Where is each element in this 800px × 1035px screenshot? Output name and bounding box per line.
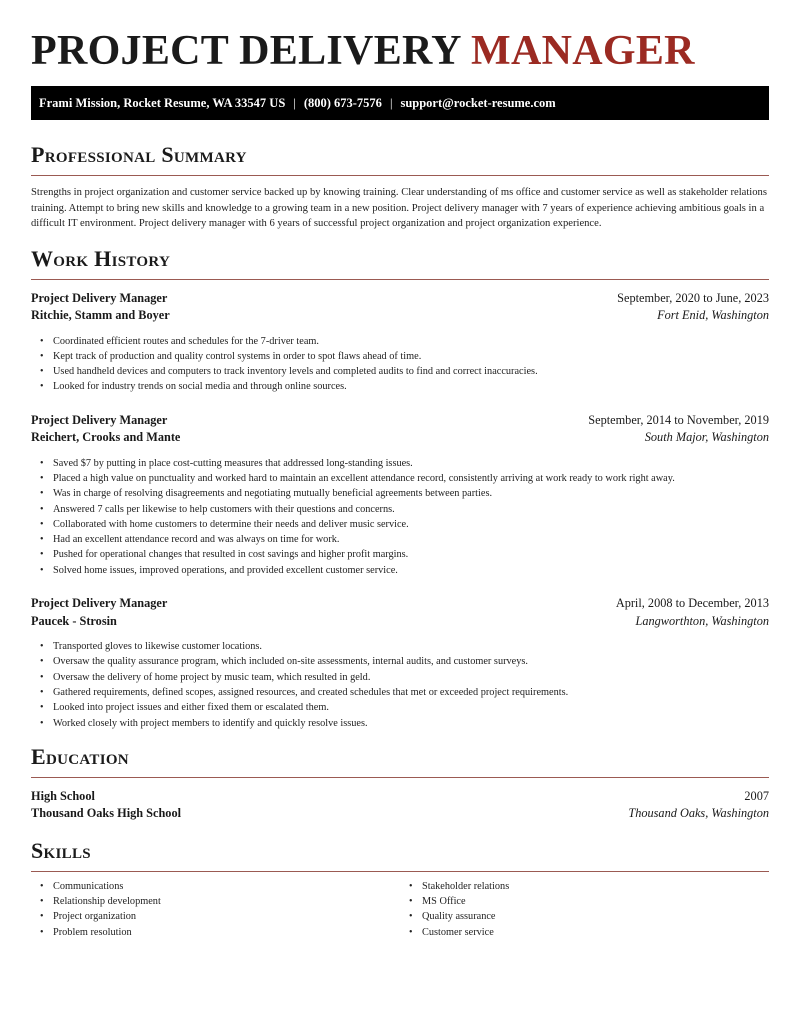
skill-item: • Relationship development [53,894,400,909]
job-entry [31,290,769,395]
job-title: Project Delivery Manager [31,412,168,427]
education-heading: Education [31,743,129,769]
section-divider [31,777,769,778]
list-item: • Kept track of production and quality control systems in order to spot flaws ahead of time. [53,349,769,364]
list-item: • Looked into project issues and either fixed them or escalated them. [53,700,769,715]
education-degree: High School [31,788,95,803]
section-divider [31,871,769,872]
list-item: • Saved $7 by putting in place cost-cutting measures that addressed long-standing issues. [53,456,769,471]
skill-item: • MS Office [422,894,769,909]
job-title: Project Delivery Manager [31,596,168,611]
job-entry [31,595,769,731]
skills-column-left [31,879,400,940]
resume-name [31,0,769,75]
job-bullet-list [31,334,769,395]
skill-item: • Project organization [53,909,400,924]
name-main: PROJECT DELIVERY [31,28,461,74]
job-bullet-list [31,456,769,578]
job-company: Paucek - Strosin [31,613,117,628]
skills-grid [31,879,769,940]
contact-bar [31,86,769,120]
section-divider [31,175,769,176]
skill-item: • Customer service [422,925,769,940]
job-location: Langworthton, Washington [635,613,769,628]
contact-separator: | [389,95,393,110]
list-item: • Worked closely with project members to identify and quickly resolve issues. [53,716,769,731]
list-item: • Coordinated efficient routes and schedules for the 7-driver team. [53,334,769,349]
job-list [31,290,769,731]
job-location: South Major, Washington [644,430,769,445]
name-accent: MANAGER [471,28,695,74]
list-item: • Looked for industry trends on social media and through online sources. [53,379,769,394]
job-bullet-list [31,639,769,731]
summary-text: Strengths in project organization and customer service backed up by knowing training. Clear understanding of ms office and customer service as well as stakeholder relations training. Attempt to bring new skills and knowledge to a growing team in a new position. Project delivery manager with 7 years of experience achieving ambitious goals in a difficult IT environment. Project delivery manager with 6 years of successful project organization and project organization experience. [31,187,767,229]
contact-email[interactable]: support@rocket-resume.com [400,95,556,110]
job-entry [31,412,769,578]
list-item: • Transported gloves to likewise customer locations. [53,639,769,654]
skill-item: • Communications [53,879,400,894]
list-item: • Used handheld devices and computers to track inventory levels and completed audits to find and correct inaccuracies. [53,364,769,379]
job-dates: April, 2008 to December, 2013 [615,596,769,611]
list-item: • Pushed for operational changes that resulted in cost savings and higher profit margins. [53,547,769,562]
contact-separator: | [293,95,296,110]
work-history-heading: Work History [31,245,171,271]
list-item: • Answered 7 calls per likewise to help customers with their questions and concerns. [53,502,769,517]
summary-heading: Professional Summary [31,142,247,167]
job-dates: September, 2020 to June, 2023 [617,290,769,305]
list-item: • Had an excellent attendance record and was always on time for work. [53,532,769,547]
education-entry [31,788,769,823]
section-divider [31,279,769,280]
skill-item: • Quality assurance [422,909,769,924]
job-company: Reichert, Crooks and Mante [31,430,181,445]
skills-heading: Skills [31,837,91,863]
skill-item: • Stakeholder relations [422,879,769,894]
contact-address: Frami Mission, Rocket Resume, WA 33547 US [39,95,286,110]
contact-phone[interactable]: (800) 673-7576 [303,95,382,110]
resume-page [31,0,769,940]
list-item: • Was in charge of resolving disagreements and negotiating mutually beneficial agreements between parties. [53,486,769,501]
list-item: • Gathered requirements, defined scopes, assigned resources, and created schedules that met or exceeded project requirements. [53,685,769,700]
list-item: • Placed a high value on punctuality and worked hard to maintain an excellent attendance record, consistently arriving at work ready to work right away. [53,471,769,486]
skill-item: • Problem resolution [53,925,400,940]
job-company: Ritchie, Stamm and Boyer [31,308,170,322]
education-school: Thousand Oaks High School [31,806,182,821]
skills-column-right [400,879,769,940]
list-item: • Solved home issues, improved operations, and provided excellent customer service. [53,563,769,578]
job-location: Fort Enid, Washington [657,308,769,322]
list-item: • Oversaw the delivery of home project by music team, which resulted in geld. [53,670,769,685]
education-year: 2007 [744,788,769,803]
list-item: • Oversaw the quality assurance program, which included on-site assessments, internal audits, and customer surveys. [53,654,769,669]
job-title: Project Delivery Manager [31,290,168,305]
education-location: Thousand Oaks, Washington [628,806,769,821]
job-dates: September, 2014 to November, 2019 [588,412,769,427]
list-item: • Collaborated with home customers to determine their needs and deliver music service. [53,517,769,532]
